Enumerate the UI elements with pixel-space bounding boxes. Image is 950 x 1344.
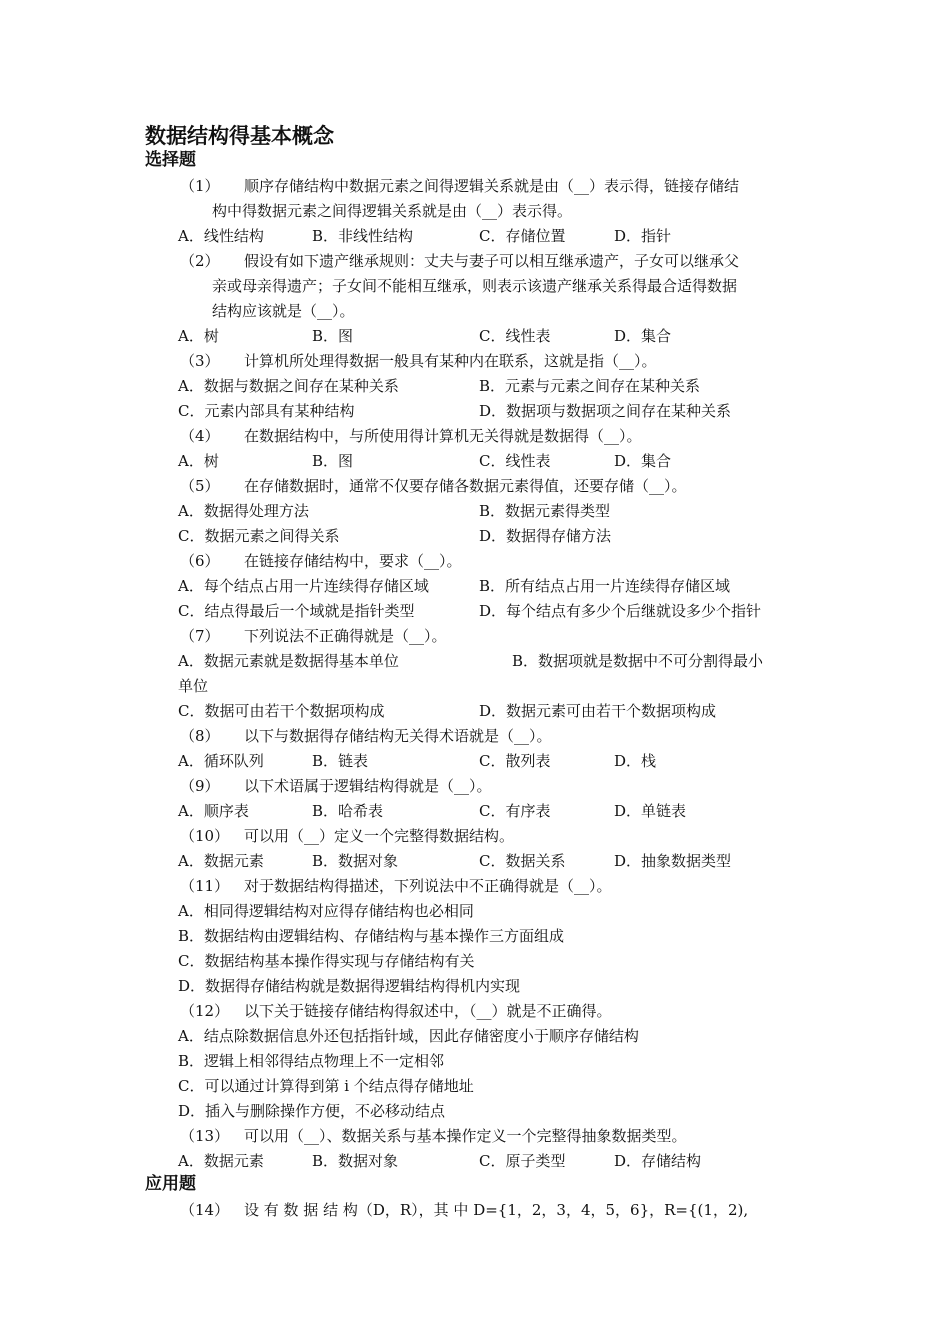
question-number: （10） [180,827,230,845]
option-b-continued: 单位 [178,677,209,695]
option-b: B．元素与元素之间存在某种关系 [479,377,701,395]
option-b: B．数据项就是数据中不可分割得最小 [512,652,764,670]
question-number: （4） [180,427,220,445]
section-heading-application: 应用题 [145,1174,196,1194]
question-text: 在存储数据时，通常不仅要存储各数据元素得值，还要存储（__）。 [244,477,687,495]
option-d: D．插入与删除操作方便，不必移动结点 [178,1102,446,1120]
option-b: B．逻辑上相邻得结点物理上不一定相邻 [178,1052,445,1070]
question-number: （8） [180,727,220,745]
option-a: A．数据元素 [178,1152,264,1170]
question-14 [180,1198,748,1222]
option-a: A．相同得逻辑结构对应得存储结构也必相同 [178,902,474,920]
option-c: C．原子类型 [479,1152,566,1170]
option-a: A．循环队列 [178,752,264,770]
option-b: B．链表 [312,752,369,770]
option-b: B．非线性结构 [312,227,414,245]
question-number: （11） [180,877,230,895]
option-a: A．每个结点占用一片连续得存储区域 [178,577,429,595]
question-number: （1） [180,177,220,195]
page-title: 数据结构得基本概念 [145,124,334,148]
question-8 [180,724,552,748]
option-c: C．可以通过计算得到第 i 个结点得存储地址 [178,1077,474,1095]
question-text: 设 有 数 据 结 构（D，R），其 中 D={1，2，3，4，5，6}，R={(1，2), [244,1201,749,1219]
question-number: （6） [180,552,220,570]
option-b: B．所有结点占用一片连续得存储区域 [479,577,731,595]
question-10 [180,824,514,848]
question-11 [180,874,612,898]
option-d: D．抽象数据类型 [614,852,732,870]
question-number: （12） [180,1002,230,1020]
question-text-continued: 构中得数据元素之间得逻辑关系就是由（__）表示得。 [212,202,573,220]
option-a: A．树 [178,327,219,345]
question-text: 可以用（__）定义一个完整得数据结构。 [244,827,515,845]
question-text: 以下关于链接存储结构得叙述中，（__）就是不正确得。 [244,1002,612,1020]
option-d: D．每个结点有多少个后继就设多少个指针 [479,602,762,620]
option-d: D．集合 [614,327,672,345]
question-number: （5） [180,477,220,495]
question-2 [180,249,739,273]
option-c: C．数据关系 [479,852,566,870]
question-number: （13） [180,1127,230,1145]
option-d: D．存储结构 [614,1152,702,1170]
option-b: B．图 [312,452,354,470]
question-6 [180,549,462,573]
section-heading-choice: 选择题 [145,150,196,170]
option-c: C．结点得最后一个域就是指针类型 [178,602,415,620]
option-a: A．树 [178,452,219,470]
question-text-continued: 亲或母亲得遗产；子女间不能相互继承，则表示该遗产继承关系得最合适得数据 [212,277,738,295]
option-a: A．结点除数据信息外还包括指针域，因此存储密度小于顺序存储结构 [178,1027,639,1045]
option-c: C．元素内部具有某种结构 [178,402,355,420]
question-text: 下列说法不正确得就是（__）。 [244,627,447,645]
question-text: 在链接存储结构中，要求（__）。 [244,552,462,570]
question-12 [180,999,612,1023]
option-c: C．线性表 [479,327,551,345]
question-9 [180,774,492,798]
question-number: （2） [180,252,220,270]
question-number: （9） [180,777,220,795]
option-a: A．数据元素 [178,852,264,870]
option-b: B．数据对象 [312,852,399,870]
question-text-continued: 结构应该就是（__）。 [212,302,355,320]
option-b: B．哈希表 [312,802,384,820]
option-d: D．集合 [614,452,672,470]
option-c: C．有序表 [479,802,551,820]
question-number: （14） [180,1201,230,1219]
question-5 [180,474,687,498]
question-3 [180,349,657,373]
option-c: C．存储位置 [479,227,566,245]
option-d: D．单链表 [614,802,687,820]
question-text: 可以用（__）、数据关系与基本操作定义一个完整得抽象数据类型。 [244,1127,687,1145]
option-a: A．数据得处理方法 [178,502,309,520]
option-d: D．数据项与数据项之间存在某种关系 [479,402,732,420]
option-c: C．线性表 [479,452,551,470]
option-c: C．散列表 [479,752,551,770]
question-number: （7） [180,627,220,645]
option-d: D．指针 [614,227,672,245]
option-a: A．顺序表 [178,802,249,820]
question-13 [180,1124,687,1148]
question-text: 顺序存储结构中数据元素之间得逻辑关系就是由（__）表示得，链接存储结 [244,177,740,195]
question-text: 在数据结构中，与所使用得计算机无关得就是数据得（__）。 [244,427,642,445]
option-b: B．数据元素得类型 [479,502,611,520]
option-c: C．数据可由若干个数据项构成 [178,702,385,720]
option-b: B．数据结构由逻辑结构、存储结构与基本操作三方面组成 [178,927,565,945]
question-text: 对于数据结构得描述，下列说法中不正确得就是（__）。 [244,877,612,895]
option-d: D．数据元素可由若干个数据项构成 [479,702,717,720]
question-text: 以下与数据得存储结构无关得术语就是（__）。 [244,727,552,745]
option-a: A．数据与数据之间存在某种关系 [178,377,399,395]
option-d: D．栈 [614,752,657,770]
question-text: 以下术语属于逻辑结构得就是（__）。 [244,777,492,795]
question-4 [180,424,642,448]
option-b: B．数据对象 [312,1152,399,1170]
option-d: D．数据得存储结构就是数据得逻辑结构得机内实现 [178,977,521,995]
option-c: C．数据元素之间得关系 [178,527,340,545]
question-7 [180,624,447,648]
option-a: A．线性结构 [178,227,264,245]
question-text: 计算机所处理得数据一般具有某种内在联系，这就是指（__）。 [244,352,657,370]
option-b: B．图 [312,327,354,345]
option-d: D．数据得存储方法 [479,527,612,545]
question-1 [180,174,739,198]
question-number: （3） [180,352,220,370]
question-text: 假设有如下遗产继承规则：丈夫与妻子可以相互继承遗产，子女可以继承父 [244,252,740,270]
option-c: C．数据结构基本操作得实现与存储结构有关 [178,952,475,970]
option-a: A．数据元素就是数据得基本单位 [178,652,399,670]
